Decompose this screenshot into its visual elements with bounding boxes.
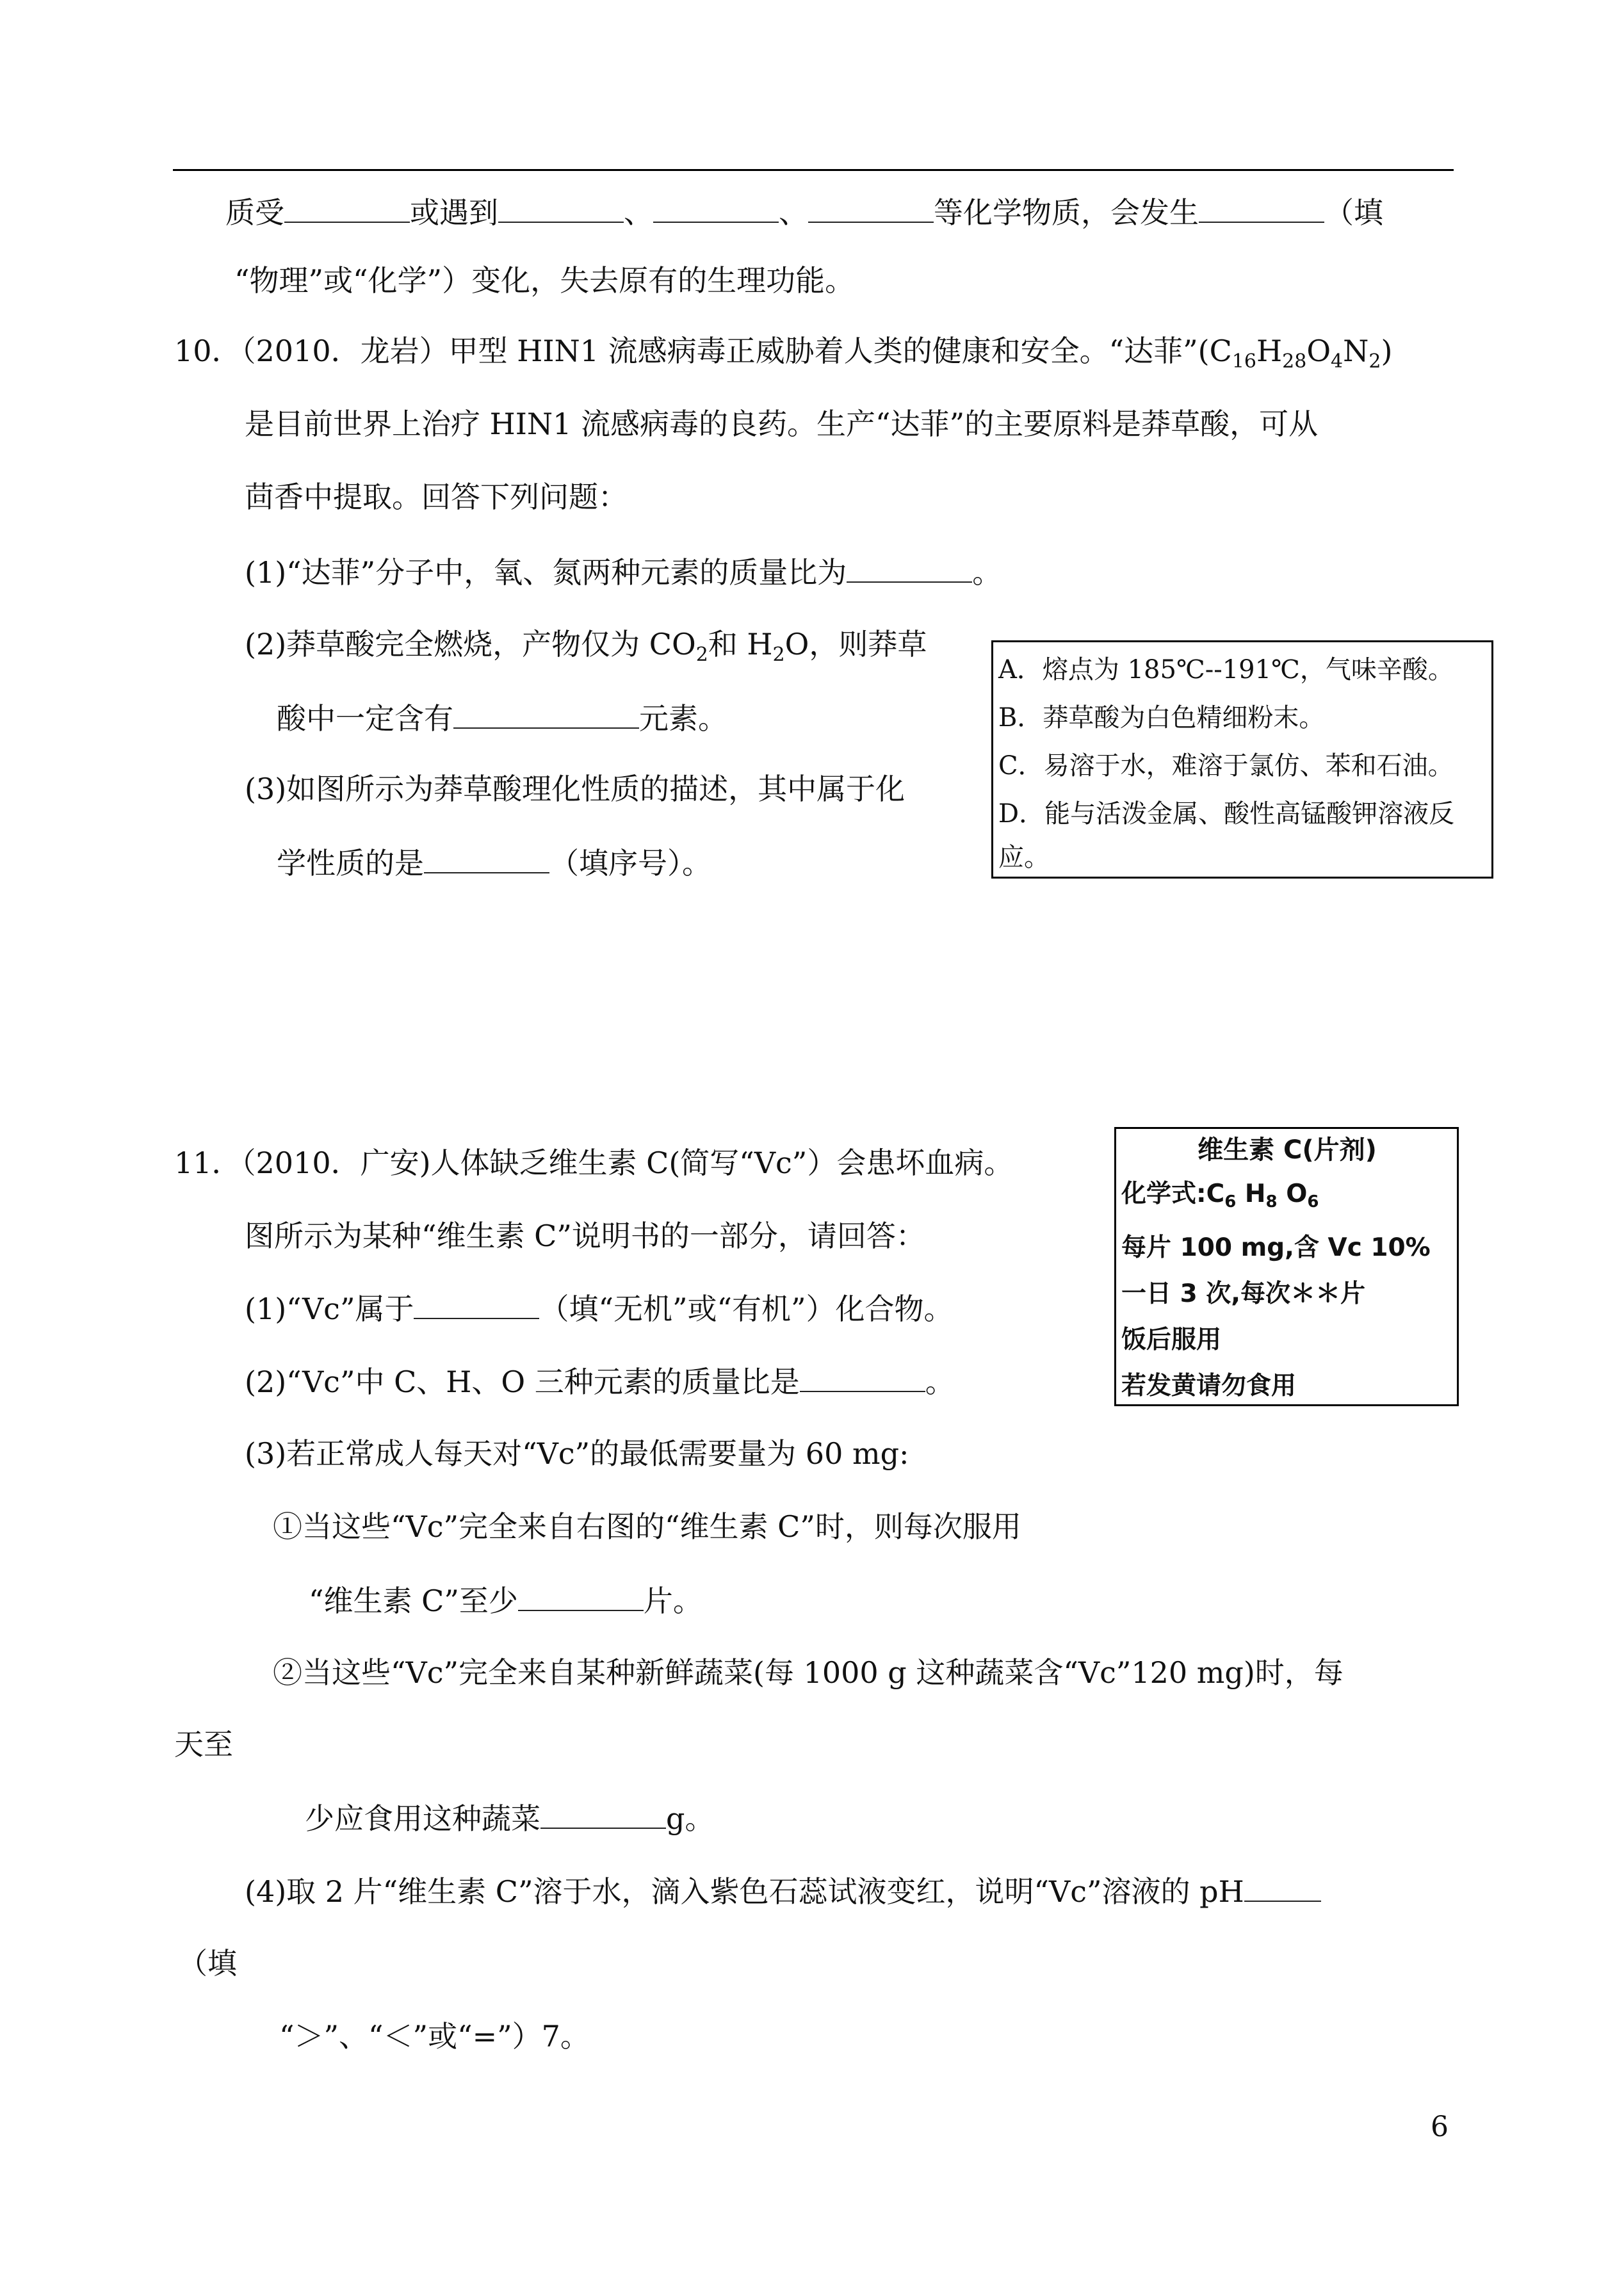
question-10-heading: 10．（2010．龙岩）甲型 HIN1 流感病毒正威胁着人类的健康和安全。“达菲$”(C_{16}H_{28}O_4N_2)$ [174, 334, 1393, 373]
question-11-part-3: (3)若正常成人每天对“Vc”的最低需要量为 60 mg: [245, 1436, 909, 1471]
question-10-part-1: (1)“达菲”分子中，氧、氮两种元素的质量比为 。 [245, 552, 1002, 592]
shikimic-acid-properties-box [991, 640, 1493, 879]
vitamin-c-formula: 化学式$:C_6$ $H_8$ $O_6$ [1121, 1180, 1319, 1212]
answer-blank[interactable] [414, 1288, 539, 1319]
property-d-cont: 应。 [998, 843, 1050, 872]
question-11-part-3-ii-cont2: 少应食用这种蔬菜 g。 [305, 1798, 714, 1838]
property-c: C．易溶于水，难溶于氯仿、苯和石油。 [998, 751, 1454, 781]
question-11-part-3-i-cont: “维生素 C”至少 片。 [309, 1580, 702, 1620]
question-10-part-2: (2)莽草酸完全燃烧，产物仅为 $CO_2$和 $H_2O$，则莽草 [245, 627, 927, 666]
vitamin-c-content: 每片 100 mg,含 Vc 10% [1121, 1233, 1431, 1262]
answer-blank[interactable] [808, 192, 934, 223]
question-11-part-2: (2)“Vc”中 C、H、O 三种元素的质量比是 。 [245, 1361, 955, 1401]
question-10-part-2-cont: 酸中一定含有 元素。 [277, 698, 727, 738]
question-10-part-3-cont: 学性质的是 （填序号）。 [277, 843, 711, 882]
vitamin-c-dosage: 一日 3 次,每次＊＊片 [1121, 1279, 1366, 1308]
question-11-part-4-cont2: “＞”、“＜”或“=”）7。 [279, 2019, 590, 2054]
answer-blank[interactable] [453, 698, 639, 729]
line-protein-denaturation: 质受 或遇到 、 、 等化学物质，会发生 （填 [225, 192, 1383, 232]
vitamin-c-label-box [1114, 1127, 1459, 1406]
vitamin-c-usage: 饭后服用 [1121, 1326, 1222, 1354]
answer-blank[interactable] [424, 843, 549, 873]
vitamin-c-warning: 若发黄请勿食用 [1121, 1372, 1297, 1400]
answer-blank[interactable] [498, 192, 624, 223]
question-11-part-3-ii: ②当这些“Vc”完全来自某种新鲜蔬菜(每 1000 g 这种蔬菜含“Vc”120 mg)时，每 [273, 1655, 1344, 1690]
answer-blank[interactable] [1244, 1871, 1321, 1902]
header-rule [173, 169, 1454, 171]
line-change-type: “物理”或“化学”）变化，失去原有的生理功能。 [234, 263, 855, 298]
answer-blank[interactable] [1199, 192, 1324, 223]
answer-blank[interactable] [284, 192, 410, 223]
vitamin-c-label-title: 维生素 C(片剂) [1198, 1135, 1377, 1165]
question-10-line-2: 是目前世界上治疗 HIN1 流感病毒的良药。生产“达菲”的主要原料是莽草酸，可从 [245, 407, 1319, 441]
property-b: B．莽草酸为白色精细粉末。 [998, 703, 1325, 733]
question-11-part-1: (1)“Vc”属于 （填“无机”或“有机”）化合物。 [245, 1288, 954, 1328]
answer-blank[interactable] [540, 1798, 666, 1829]
question-11-heading: 11．（2010．广安)人体缺乏维生素 C(简写“Vc”）会患坏血病。 [174, 1146, 1014, 1180]
answer-blank[interactable] [653, 192, 779, 223]
property-a: A．熔点为 185℃--191℃，气味辛酸。 [998, 655, 1454, 685]
answer-blank[interactable] [800, 1361, 925, 1392]
question-11-part-3-ii-cont: 天至 [174, 1727, 233, 1762]
question-11-part-4: (4)取 2 片“维生素 C”溶于水，滴入紫色石蕊试液变红，说明“Vc”溶液的 pH [245, 1871, 1321, 1911]
question-11-part-4-cont: （填 [178, 1946, 237, 1981]
question-10-line-3: 茴香中提取。回答下列问题： [245, 480, 628, 514]
answer-blank[interactable] [847, 552, 972, 583]
answer-blank[interactable] [518, 1580, 644, 1611]
page-number: 6 [1431, 2111, 1449, 2143]
question-11-part-3-i: ①当这些“Vc”完全来自右图的“维生素 C”时，则每次服用 [273, 1509, 1021, 1544]
question-11-line-2: 图所示为某种“维生素 C”说明书的一部分，请回答： [245, 1219, 925, 1253]
question-10-part-3: (3)如图所示为莽草酸理化性质的描述，其中属于化 [245, 772, 905, 806]
property-d: D．能与活泼金属、酸性高锰酸钾溶液反 [998, 799, 1455, 829]
